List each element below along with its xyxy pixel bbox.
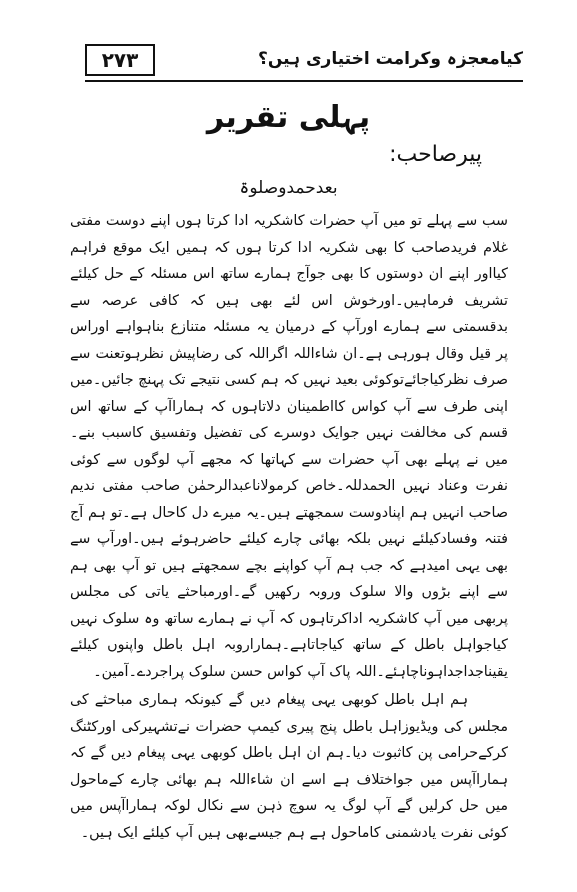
running-title: کیامعجزہ وکرامت اختیاری ہیں؟ [257,49,523,69]
paragraph: ہم اہل باطل کوبھی یہی پیغام دیں گے کیونکہ ہماری مباحثے کی مجلس کی ویڈیوزاہل باطل پنج پیری کیمپ حضرات نےتشہیرکی اورکٹنگ کرکےحرامی پن کاثبوت دیا۔ہم ان اہل باطل کوبھی یہی پیغام دیں گے کہ ہماراآپس میں جواختلاف ہے اسے ان شاءاللہ ہم بھائی چارے کےماحول میں حل کرلیں گے آپ لوگ یہ سوچ ذہن سے نکال لوکہ ہماراآپس میں کوئی نفرت یادشمنی کاماحول ہے ہم جیسےبھی ہیں آپ کیلئے ایک ہیں۔ [70,692,508,841]
speaker-label: پیرصاحب: [389,142,482,167]
section-heading: پہلی تقریر [206,100,371,135]
invocation: بعدحمدوصلوۃ [239,178,338,198]
page-number: ۲۷۳ [85,44,155,76]
body-text [70,208,508,846]
header-rule [85,80,523,82]
paragraph: سب سے پہلے تو میں آپ حضرات کاشکریہ ادا کرتا ہوں اپنے دوست مفتی غلام فریدصاحب کا بھی شکریہ ادا کرتا ہوں کہ ہمیں ایک موقع فراہم کیااور اپنے ان دوستوں کا بھی جوآج ہمارے ساتھ اس مسئلہ کے حل کیلئے تشریف فرماہیں۔اورخوش اس لئے بھی ہیں کہ کافی عرصہ سے بدقسمتی سے ہمارے اورآپ کے درمیان یہ مسئلہ متنازع بناہواہے اوراس پر قیل وقال ہورہی ہے۔ان شاءاللہ اگراللہ کی رضاپیش نظرہوتعنت سے صرف نظرکیاجائےتوکوئی بعید نہیں کہ ہم کسی نتیجے تک پہنچ جائیں۔میں اپنی طرف سے آپ کواس کااطمینان دلاتاہوں کہ ہماراآپ کے ساتھ اس قسم کی مخالفت نہیں جوایک دوسرے کی تفضیل وتفسیق کاسبب بنے۔میں نے پہلے بھی آپ حضرات سے کہاتھا کہ مجھے آپ لوگوں سے کوئی نفرت وعناد نہیں الحمدللہ۔خاص کرمولاناعبدالرحمٰن صاحب مفتی ندیم صاحب انہیں ہم اپنادوست سمجھتے ہیں۔یہ میرے دل کاحال ہے۔تو ہم آج فتنہ وفسادکیلئے نہیں بلکہ بھائی چارے کیلئے حاضرہوئے ہیں۔اورآپ سے بھی یہی امیدہے کہ جب ہم آپ کواپنے بچے سمجھتے ہیں تو آپ بھی ہم سے اپنے بڑوں والا سلوک وروبہ رکھیں گے۔اورمباحثے یاتی کی مجلس پربھی میں آپ کاشکریہ اداکرتاہوں کہ آپ نے ہمارے ساتھ وہ سلوک نہیں کیاجواہل باطل کے ساتھ کیاجاتاہے۔ہماراروبہ اہل باطل واپنوں کیلئے یقیناجداجداہوناچاہئے۔اللہ پاک آپ کواس حسن سلوک پراجردے۔آمین۔ [70,213,508,680]
page-header [85,44,523,80]
